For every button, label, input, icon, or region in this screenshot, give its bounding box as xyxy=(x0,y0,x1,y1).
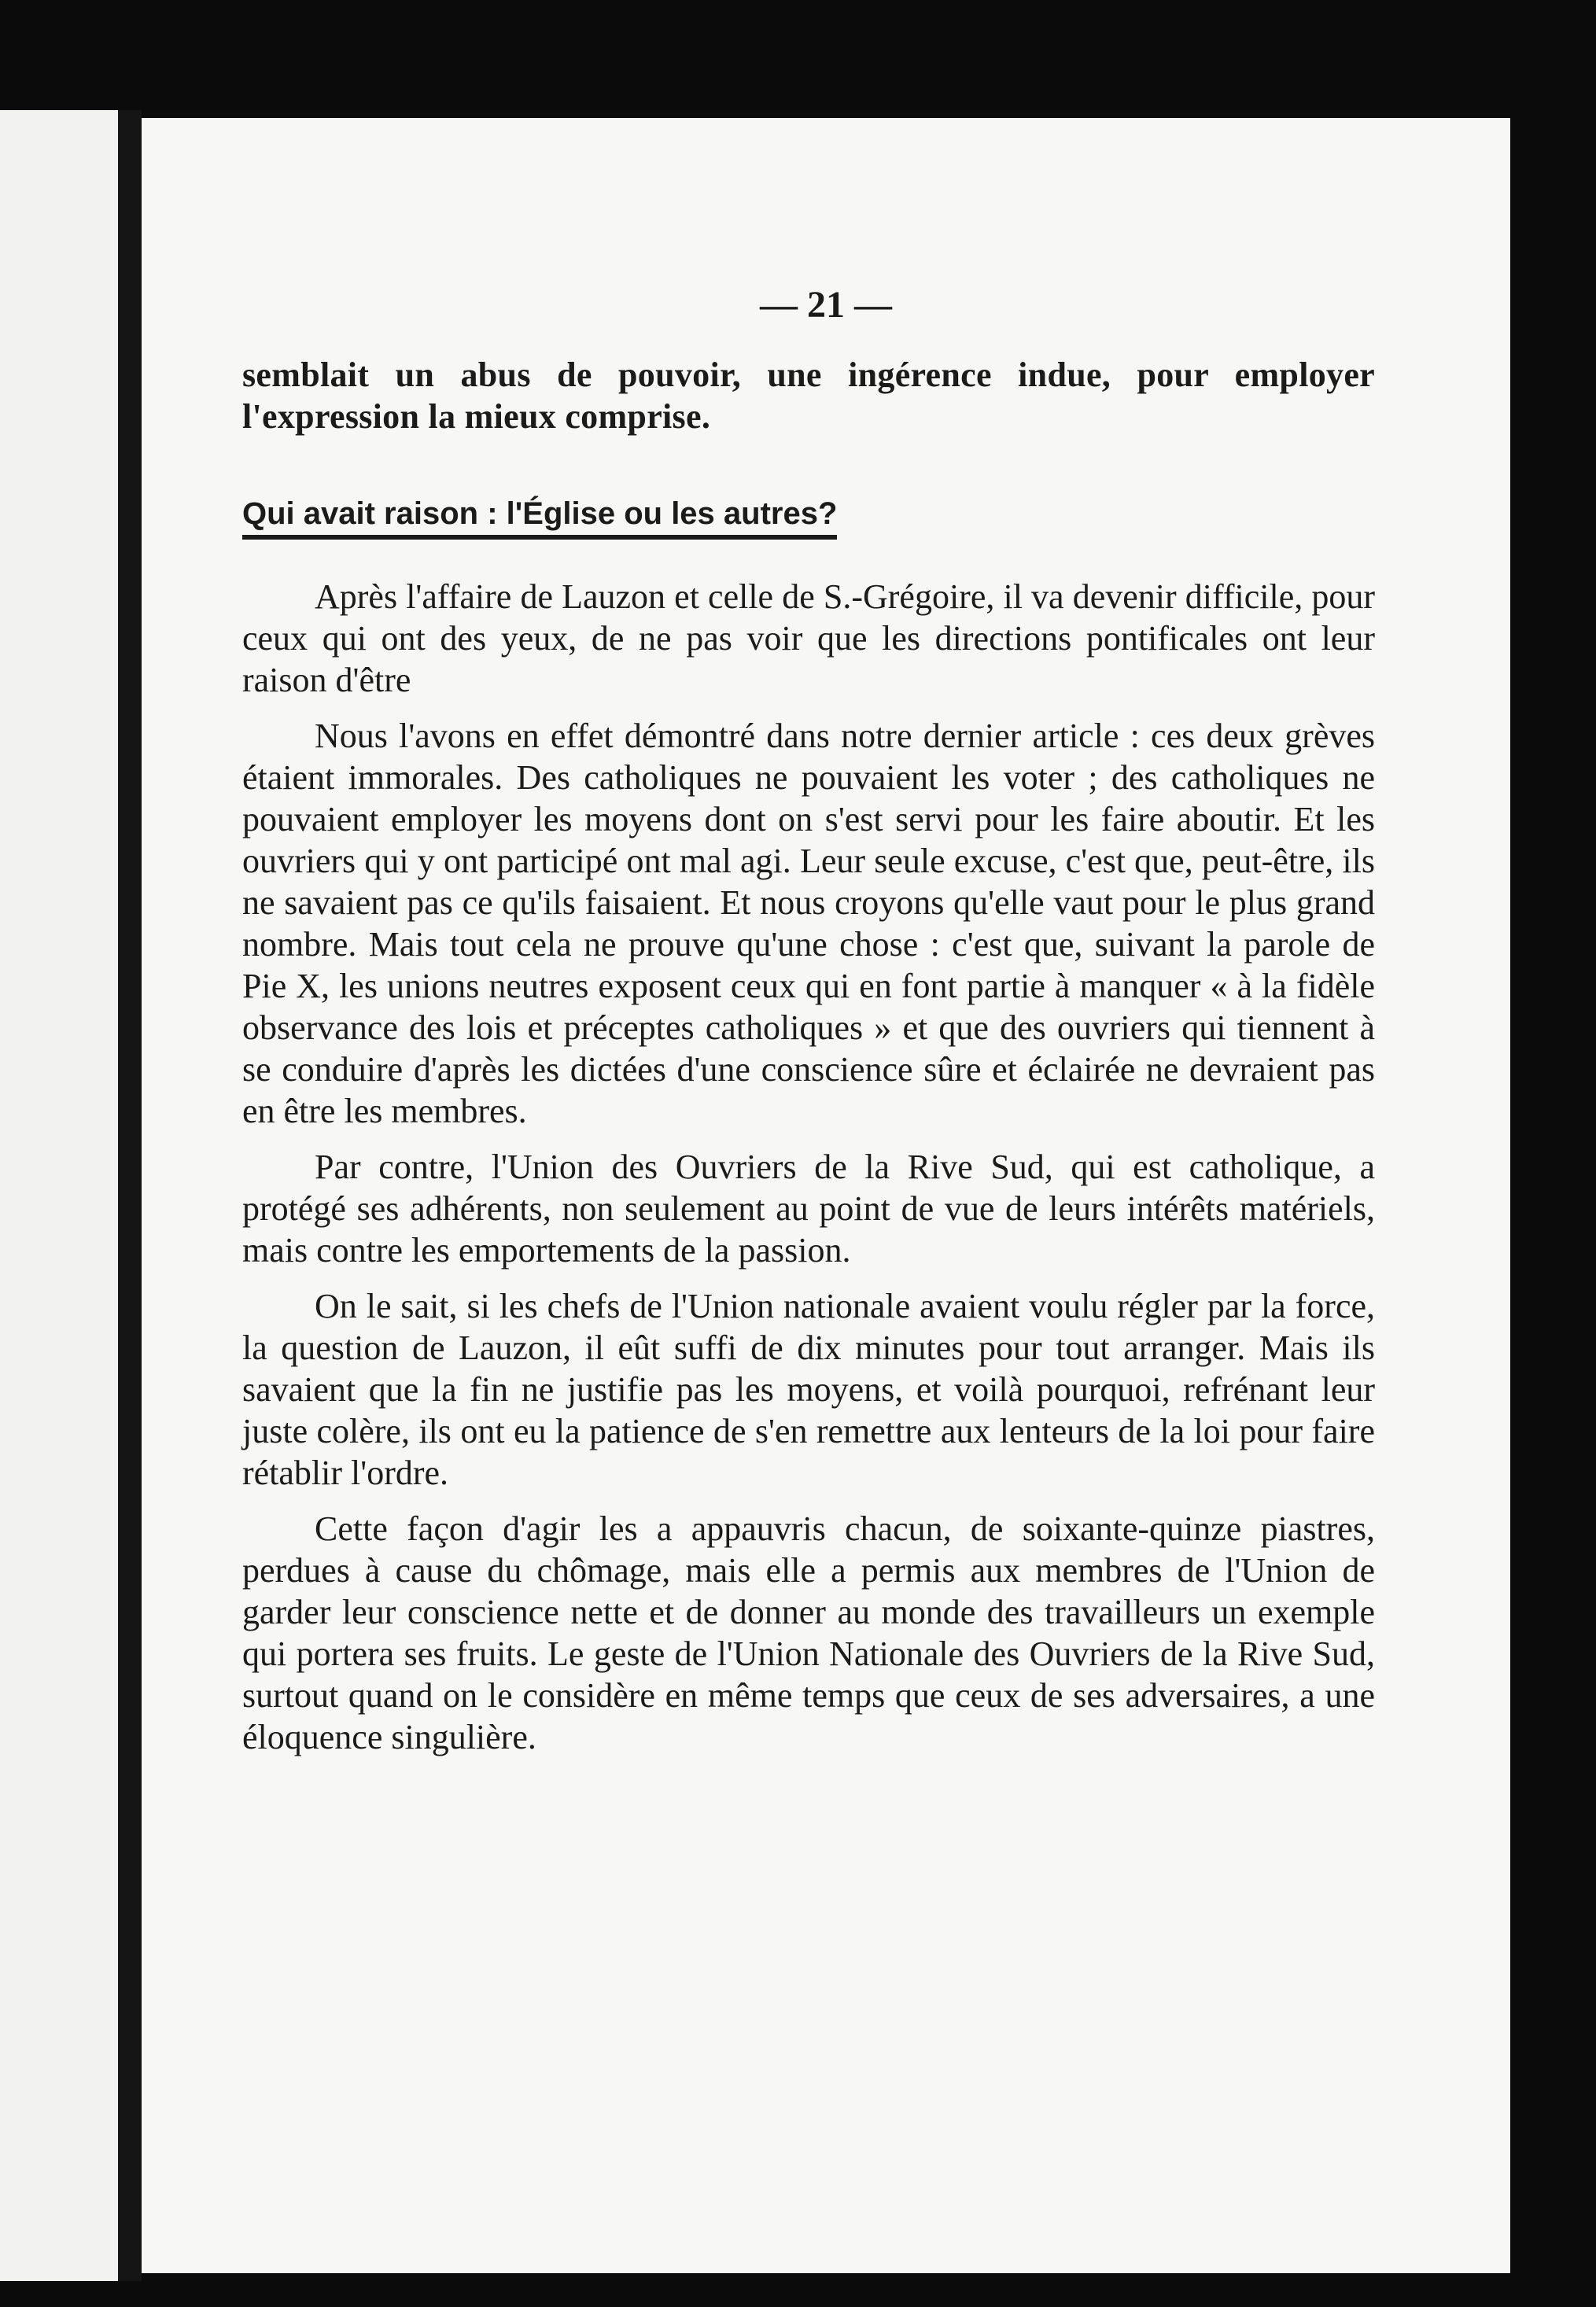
intro-paragraph: semblait un abus de pouvoir, une ingérence indue, pour employer l'expression la mieux comprise. xyxy=(242,356,1375,436)
section-heading: Qui avait raison : l'Église ou les autres? xyxy=(242,494,837,540)
body-paragraph-2: Nous l'avons en effet démontré dans notre dernier article : ces deux grèves étaient immorales. Des catholiques ne pouvaient les voter ; des catholiques ne pouvaient employer les moyens dont on s'est servi pour les faire aboutir. Et les ouvriers qui y ont participé ont mal agi. Leur seule excuse, c'est que, peut-être, ils ne savaient pas ce qu'ils faisaient. Et nous croyons qu'elle vaut pour le plus grand nombre. Mais tout cela ne prouve qu'une chose : c'est que, suivant la parole de Pie X, les unions neutres exposent ceux qui en font partie à manquer « à la fidèle observance des lois et préceptes catholiques » et que des ouvriers qui tiennent à se conduire d'après les dictées d'une conscience sûre et éclairée ne devraient pas en être les membres. xyxy=(242,717,1375,1130)
left-page-margin xyxy=(0,110,126,2281)
body-paragraph-3: Par contre, l'Union des Ouvriers de la Rive Sud, qui est catholique, a protégé ses adhérents, non seulement au point de vue de leurs intérêts matériels, mais contre les emportements de la passion. xyxy=(242,1148,1375,1270)
body-paragraph-5: Cette façon d'agir les a appauvris chacun, de soixante-quinze piastres, perdues à cause du chômage, mais elle a permis aux membres de l'Union de garder leur conscience nette et de donner au monde des travailleurs un exemple qui portera ses fruits. Le geste de l'Union Nationale des Ouvriers de la Rive Sud, surtout quand on le considère en même temps que ceux de ses adversaires, a une éloquence singulière. xyxy=(242,1509,1375,1756)
page-number: — 21 — xyxy=(760,284,892,326)
body-paragraph-4: On le sait, si les chefs de l'Union nationale avaient voulu régler par la force, la question de Lauzon, il eût suffi de dix minutes pour tout arranger. Mais ils savaient que la fin ne justifie pas les moyens, et voilà pourquoi, refrénant leur juste colère, ils ont eu la patience de s'en remettre aux lenteurs de la loi pour faire rétablir l'ordre. xyxy=(242,1287,1375,1492)
page-body xyxy=(242,354,1375,1758)
document-page xyxy=(142,118,1510,2273)
book-gutter xyxy=(118,110,142,2281)
body-paragraph-1: Après l'affaire de Lauzon et celle de S.-Grégoire, il va devenir difficile, pour ceux qui ont des yeux, de ne pas voir que les directions pontificales ont leur raison d'être xyxy=(242,577,1375,699)
